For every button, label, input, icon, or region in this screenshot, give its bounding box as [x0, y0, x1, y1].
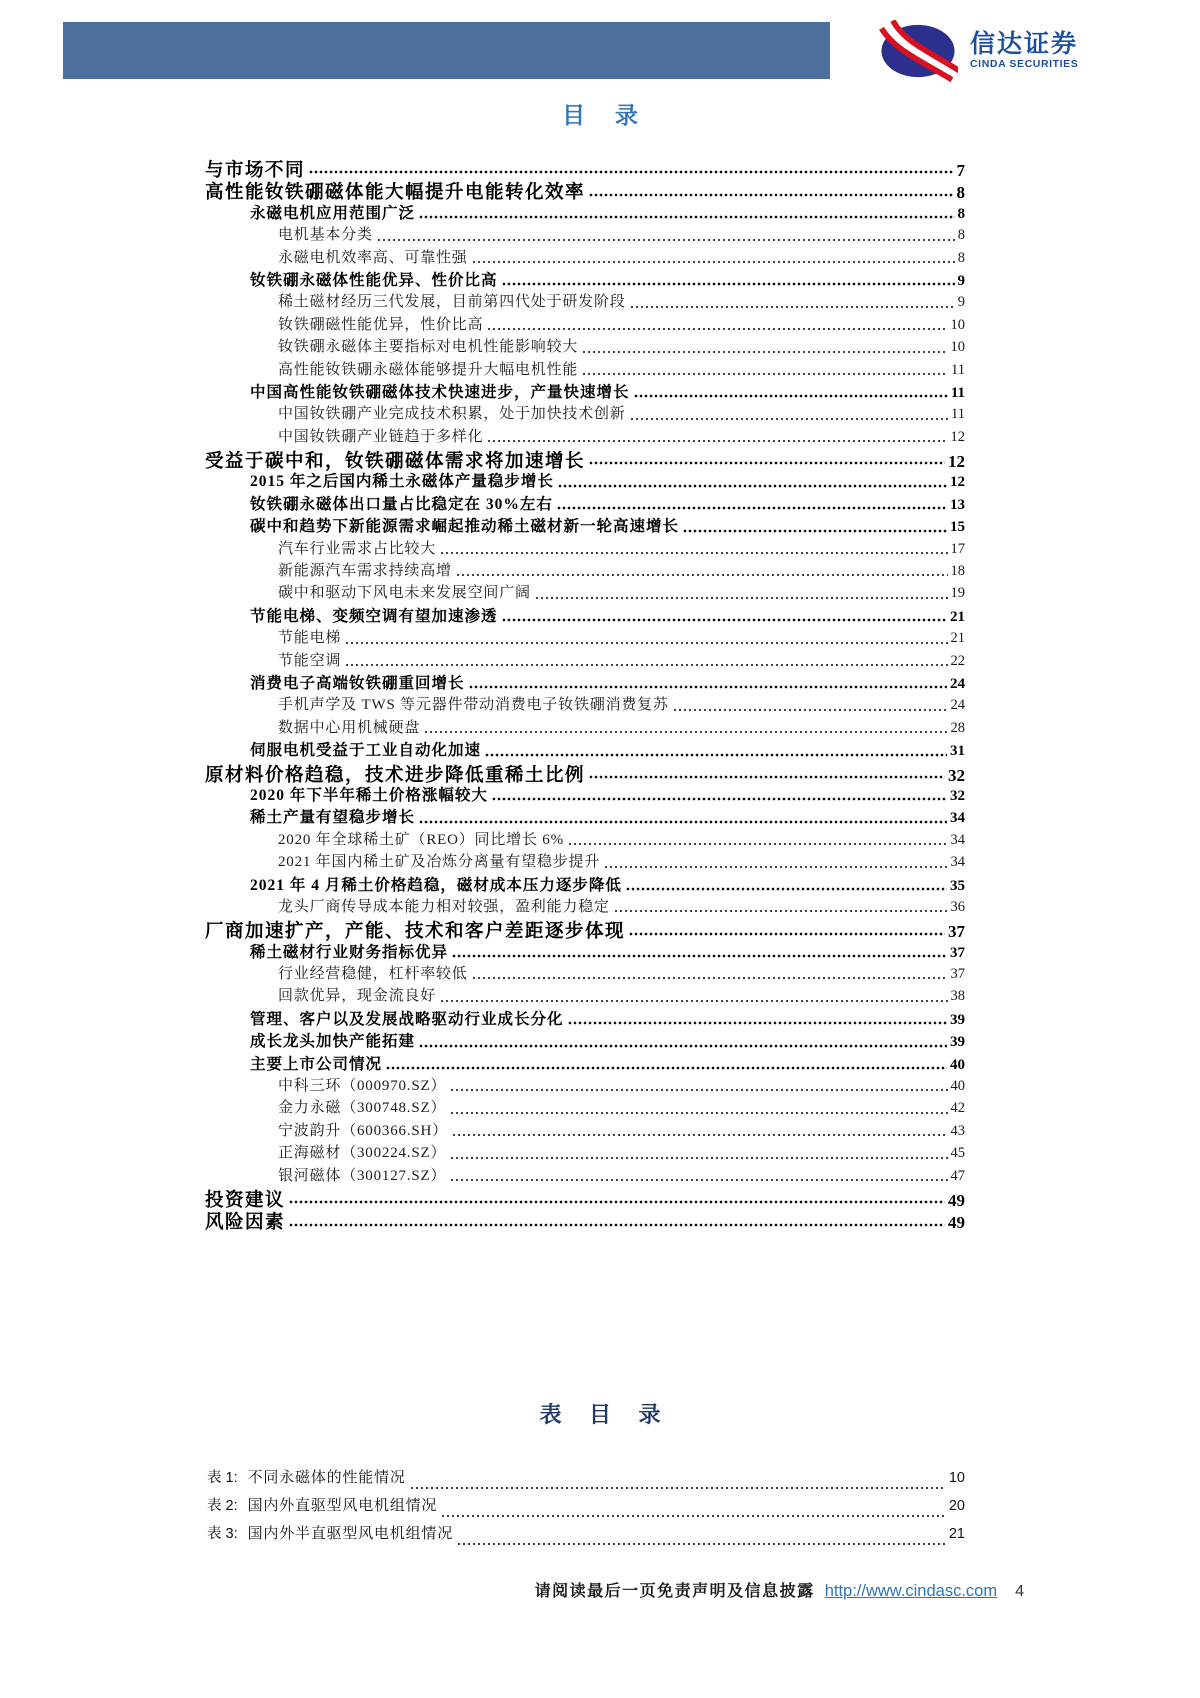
- toc-entry[interactable]: [278, 962, 965, 984]
- toc-entry[interactable]: [278, 1119, 965, 1141]
- toc-entry-page: 12: [950, 474, 965, 491]
- table-entry-title: 不同永磁体的性能情况: [247, 1470, 406, 1486]
- table-entry-label: 表 3:: [207, 1526, 238, 1542]
- dot-leader: [450, 1178, 947, 1182]
- toc-entry-page: 32: [950, 787, 965, 804]
- toc-entry[interactable]: [250, 492, 965, 514]
- toc-entry-title: 节能电梯: [278, 630, 342, 647]
- toc-entry-title: 永磁电机应用范围广泛: [250, 204, 416, 222]
- toc-entry-page: 10: [950, 339, 965, 356]
- toc-entry[interactable]: [278, 335, 965, 357]
- toc-entry[interactable]: [205, 178, 965, 204]
- toc-entry-title: 碳中和驱动下风电未来发展空间广阔: [278, 585, 531, 602]
- dot-leader: [457, 1542, 946, 1546]
- toc-entry[interactable]: [278, 246, 965, 268]
- toc-entry-title: 碳中和趋势下新能源需求崛起推动稀土磁材新一轮高速增长: [250, 518, 680, 536]
- toc-entry[interactable]: [278, 649, 965, 671]
- toc-entry-title: 中国高性能钕铁硼磁体技术快速进步，产量快速增长: [250, 383, 630, 401]
- dot-leader: [487, 439, 947, 443]
- toc-entry[interactable]: [250, 1029, 965, 1051]
- toc-entry-page: 19: [950, 585, 965, 602]
- toc-entry-page: 43: [950, 1122, 965, 1139]
- dot-leader: [673, 708, 948, 712]
- dot-leader: [614, 909, 948, 913]
- toc-entry-page: 18: [950, 563, 965, 580]
- toc-entry-title: 钕铁硼永磁体主要指标对电机性能影响较大: [278, 339, 579, 356]
- toc-entry-page: 32: [948, 765, 965, 785]
- toc-entry[interactable]: [205, 447, 965, 473]
- dot-leader: [582, 350, 947, 354]
- toc-entry-title: 管理、客户以及发展战略驱动行业成长分化: [250, 1010, 564, 1028]
- toc-entry[interactable]: [250, 469, 965, 491]
- toc-entry-page: 8: [957, 205, 965, 222]
- toc-entry-title: 金力永磁（300748.SZ）: [278, 1100, 447, 1117]
- toc-entry-title: 稀土产量有望稳步增长: [250, 809, 416, 827]
- toc-entry[interactable]: [278, 1074, 965, 1096]
- dot-leader: [582, 372, 948, 376]
- table-entry-page: 20: [948, 1498, 965, 1514]
- toc-entry[interactable]: [250, 671, 965, 693]
- toc-entry-page: 8: [956, 183, 965, 203]
- toc-entry-title: 消费电子高端钕铁硼重回增长: [250, 674, 465, 692]
- toc-entry-page: 21: [950, 608, 965, 625]
- dot-leader: [419, 215, 954, 219]
- toc-entry-title: 2020 年全球稀土矿（REO）同比增长 6%: [278, 831, 564, 848]
- toc-entry-page: 12: [950, 428, 965, 445]
- tables-toc-title: 表 目 录: [539, 1402, 672, 1427]
- toc-entry-page: 9: [957, 294, 965, 311]
- toc-entry-title: 受益于碳中和，钕铁硼磁体需求将加速增长: [205, 452, 586, 473]
- toc-entry[interactable]: [250, 1052, 965, 1074]
- dot-leader: [683, 529, 947, 533]
- dot-leader: [558, 484, 947, 488]
- toc-entry-page: 28: [950, 719, 965, 736]
- header-bar: [63, 22, 830, 79]
- toc-entry-title: 稀土磁材经历三代发展，目前第四代处于研发阶段: [278, 294, 626, 311]
- dot-leader: [589, 775, 945, 779]
- toc-entry[interactable]: [278, 402, 965, 424]
- toc-entry-page: 15: [950, 519, 965, 536]
- brand-name-cn: 信达证券: [970, 29, 1079, 58]
- toc-entry[interactable]: [278, 313, 965, 335]
- toc-entry-title: 宁波韵升（600366.SH）: [278, 1122, 448, 1139]
- toc-entry[interactable]: [250, 604, 965, 626]
- toc-entry-title: 原材料价格趋稳，技术进步降低重稀土比例: [205, 765, 586, 786]
- toc-entry-page: 34: [950, 810, 965, 827]
- toc-entry[interactable]: [205, 1186, 965, 1211]
- toc-entry[interactable]: [278, 1141, 965, 1163]
- toc-entry[interactable]: [278, 559, 965, 581]
- toc-entry-page: 10: [950, 316, 965, 333]
- toc-entry[interactable]: [278, 716, 965, 738]
- dot-leader: [440, 551, 947, 555]
- toc-entry-title: 2015 年之后国内稀土永磁体产量稳步增长: [250, 473, 554, 491]
- dot-leader: [452, 1133, 948, 1137]
- toc-entry[interactable]: [250, 514, 965, 536]
- dot-leader: [450, 1111, 947, 1115]
- toc-entry-page: 11: [950, 384, 965, 401]
- toc-entry-title: 主要上市公司情况: [250, 1055, 383, 1073]
- toc-entry-title: 钕铁硼永磁体性能优异、性价比高: [250, 271, 498, 289]
- cinda-swoosh-icon: [878, 20, 958, 82]
- toc-entry[interactable]: [250, 805, 965, 827]
- toc-entry-page: 11: [951, 406, 965, 423]
- dot-leader: [345, 641, 947, 645]
- toc-entry[interactable]: [278, 626, 965, 648]
- toc-entry-page: 36: [950, 898, 965, 915]
- toc-entry-title: 数据中心用机械硬盘: [278, 719, 421, 736]
- toc-entry-page: 7: [956, 161, 965, 180]
- toc-entry-title: 新能源汽车需求持续高增: [278, 563, 452, 580]
- page-number: 4: [1015, 1583, 1024, 1600]
- table-entry-title: 国内外直驱型风电机组情况: [247, 1498, 438, 1514]
- toc-entry-title: 钕铁硼磁性能优异，性价比高: [278, 316, 484, 333]
- toc-entry-title: 回款优异，现金流良好: [278, 988, 437, 1005]
- toc-entry[interactable]: [250, 268, 965, 290]
- toc-entry[interactable]: [278, 895, 965, 917]
- toc-entry-title: 节能空调: [278, 652, 342, 669]
- dot-leader: [345, 663, 947, 667]
- dot-leader: [386, 1066, 947, 1070]
- toc-entry-title: 与市场不同: [205, 161, 306, 181]
- toc-entry[interactable]: [250, 783, 965, 805]
- toc-entry-title: 行业经营稳健，杠杆率较低: [278, 966, 468, 983]
- toc-entry-title: 2021 年国内稀土矿及冶炼分离量有望稳步提升: [278, 854, 601, 871]
- dot-leader: [630, 417, 948, 421]
- toc-entry-title: 高性能钕铁硼永磁体能够提升大幅电机性能: [278, 361, 579, 378]
- toc-entry[interactable]: [278, 1164, 965, 1186]
- toc-entry-title: 中科三环（000970.SZ）: [278, 1078, 447, 1095]
- toc-entry[interactable]: [250, 201, 965, 223]
- toc-entry-page: 38: [950, 988, 965, 1005]
- dot-leader: [377, 238, 955, 242]
- dot-leader: [589, 461, 945, 465]
- dot-leader: [410, 1486, 946, 1490]
- toc-entry-page: 37: [950, 966, 965, 983]
- dot-leader: [535, 596, 948, 600]
- toc-entry[interactable]: [278, 693, 965, 715]
- toc-entry[interactable]: [278, 828, 965, 850]
- dot-leader: [450, 1088, 947, 1092]
- dot-leader: [472, 976, 948, 980]
- toc-entry[interactable]: [278, 984, 965, 1006]
- toc-entry[interactable]: [278, 581, 965, 603]
- toc-entry-page: 37: [948, 922, 965, 942]
- dot-leader: [604, 865, 947, 869]
- toc-entry-title: 节能电梯、变频空调有望加速渗透: [250, 607, 498, 625]
- toc-entry-page: 37: [950, 944, 965, 961]
- toc-entry-page: 17: [950, 540, 965, 557]
- toc-entry-page: 24: [950, 697, 965, 714]
- tables-toc-list: [207, 1466, 965, 1550]
- toc-entry-title: 银河磁体（300127.SZ）: [278, 1167, 447, 1184]
- toc-entry-page: 34: [950, 854, 965, 871]
- toc-entry-page: 31: [950, 743, 965, 760]
- dot-leader: [472, 260, 955, 264]
- toc-entry-page: 34: [950, 831, 965, 848]
- toc-entry-page: 40: [950, 1056, 965, 1073]
- toc-entry[interactable]: [278, 537, 965, 559]
- dot-leader: [630, 305, 955, 309]
- toc-entry[interactable]: [205, 156, 965, 181]
- toc-entry-title: 汽车行业需求占比较大: [278, 540, 437, 557]
- table-entry-title: 国内外半直驱型风电机组情况: [247, 1526, 454, 1542]
- toc-entry-title: 伺服电机受益于工业自动化加速: [250, 742, 482, 760]
- dot-leader: [419, 1044, 947, 1048]
- toc-entry[interactable]: [250, 873, 965, 895]
- dot-leader: [568, 842, 948, 846]
- toc-entry-page: 11: [951, 361, 965, 378]
- dot-leader: [485, 753, 947, 757]
- toc-entry[interactable]: [250, 380, 965, 402]
- toc-entry-page: 45: [950, 1145, 965, 1162]
- toc-entry[interactable]: [278, 358, 965, 380]
- toc-entry-page: 47: [950, 1167, 965, 1184]
- toc-entry-page: 8: [957, 227, 965, 244]
- toc-entry-title: 永磁电机效率高、可靠性强: [278, 249, 468, 266]
- dot-leader: [502, 618, 947, 622]
- toc-entry[interactable]: [278, 850, 965, 872]
- table-toc-entry[interactable]: [207, 1494, 965, 1522]
- toc-entry-page: 49: [948, 1190, 965, 1210]
- toc-entry-page: 12: [948, 452, 965, 472]
- dot-leader: [634, 394, 948, 398]
- table-entry-page: 10: [948, 1470, 965, 1486]
- toc-title: 目 录: [562, 103, 650, 128]
- toc-entry[interactable]: [205, 1208, 965, 1234]
- toc-entry-page: 13: [950, 496, 965, 513]
- toc-entry-page: 39: [950, 1011, 965, 1028]
- toc-entry-title: 电机基本分类: [278, 227, 373, 244]
- dot-leader: [487, 327, 947, 331]
- toc-entry-page: 8: [957, 249, 965, 266]
- toc-entry[interactable]: [278, 1096, 965, 1118]
- toc-entry-page: 39: [950, 1034, 965, 1051]
- dot-leader: [492, 797, 947, 801]
- toc-entry-page: 24: [950, 675, 965, 692]
- dot-leader: [469, 685, 947, 689]
- toc-entry-page: 35: [950, 877, 965, 894]
- dot-leader: [589, 193, 953, 197]
- dot-leader: [626, 887, 947, 891]
- cinda-logo: [878, 20, 1078, 82]
- table-toc-entry[interactable]: [207, 1522, 965, 1550]
- toc-entry[interactable]: [278, 223, 965, 245]
- toc-entry-page: 9: [957, 272, 965, 289]
- toc-entry-title: 成长龙头加快产能拓建: [250, 1033, 416, 1051]
- toc-entry-page: 40: [950, 1078, 965, 1095]
- dot-leader: [441, 1514, 946, 1518]
- dot-leader: [289, 1200, 945, 1204]
- toc-entry[interactable]: [278, 290, 965, 312]
- dot-leader: [456, 573, 948, 577]
- dot-leader: [450, 1156, 947, 1160]
- toc-entry-title: 风险因素: [205, 1213, 286, 1234]
- toc-entry-title: 正海磁材（300224.SZ）: [278, 1145, 447, 1162]
- toc-entry-title: 厂商加速扩产，产能、技术和客户差距逐步体现: [205, 922, 626, 943]
- toc-entry-title: 2021 年 4 月稀土价格趋稳，磁材成本压力逐步降低: [250, 876, 622, 894]
- toc-entry[interactable]: [250, 738, 965, 760]
- dot-leader: [289, 1223, 945, 1227]
- toc-entry-title: 龙头厂商传导成本能力相对较强，盈利能力稳定: [278, 898, 610, 915]
- disclaimer-text: 请阅读最后一页免责声明及信息披露: [534, 1583, 815, 1600]
- toc-entry-title: 高性能钕铁硼磁体能大幅提升电能转化效率: [205, 183, 586, 204]
- brand-name-en: CINDA SECURITIES: [970, 58, 1079, 71]
- dot-leader: [557, 506, 947, 510]
- toc-entry-title: 中国钕铁硼产业链趋于多样化: [278, 428, 484, 445]
- table-entry-label: 表 2:: [207, 1498, 238, 1514]
- toc-entry-page: 22: [950, 652, 965, 669]
- toc-entry-title: 钕铁硼永磁体出口量占比稳定在 30%左右: [250, 495, 553, 513]
- toc-entry-title: 手机声学及 TWS 等元器件带动消费电子钕铁硼消费复苏: [278, 697, 669, 714]
- dot-leader: [424, 730, 947, 734]
- table-entry-label: 表 1:: [207, 1470, 238, 1486]
- toc-entry-page: 42: [950, 1100, 965, 1117]
- dot-leader: [502, 282, 955, 286]
- cinda-logo-text: [970, 31, 1078, 71]
- dot-leader: [629, 932, 945, 936]
- toc-list: [205, 156, 965, 1234]
- dot-leader: [452, 954, 947, 958]
- dot-leader: [419, 820, 947, 824]
- toc-entry[interactable]: [205, 917, 965, 943]
- toc-entry-title: 投资建议: [205, 1190, 286, 1211]
- toc-entry-title: 2020 年下半年稀土价格涨幅较大: [250, 786, 488, 804]
- toc-entry[interactable]: [205, 761, 965, 786]
- table-entry-page: 21: [948, 1526, 965, 1542]
- dot-leader: [568, 1021, 947, 1025]
- toc-entry-title: 稀土磁材行业财务指标优异: [250, 943, 449, 961]
- toc-entry-page: 49: [948, 1213, 965, 1233]
- toc-entry-page: 21: [950, 630, 965, 647]
- dot-leader: [309, 170, 953, 174]
- table-toc-entry[interactable]: [207, 1466, 965, 1494]
- toc-entry[interactable]: [278, 425, 965, 447]
- toc-entry-title: 中国钕铁硼产业完成技术积累，处于加快技术创新: [278, 406, 626, 423]
- toc-entry[interactable]: [250, 1007, 965, 1029]
- page-footer: [0, 1578, 1024, 1601]
- dot-leader: [440, 999, 947, 1003]
- company-website-link[interactable]: http://www.cindasc.com: [824, 1582, 998, 1600]
